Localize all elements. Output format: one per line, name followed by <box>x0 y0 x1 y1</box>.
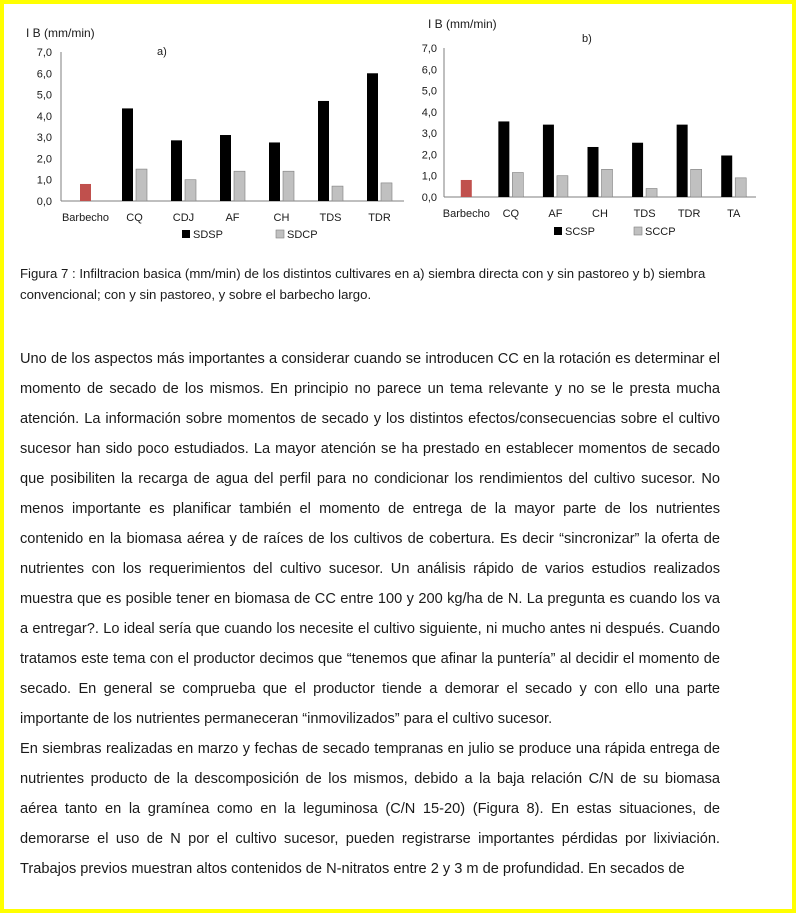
bar <box>185 180 196 201</box>
y-tick-label: 1,0 <box>36 174 52 187</box>
y-tick-label: 4,0 <box>421 106 437 119</box>
figure-caption: Figura 7 : Infiltracion basica (mm/min) de los distintos cultivares en a) siembra directa con y sin pastoreo y b) siembra convencional; con y sin pastoreo, y sobre el barbecho largo. <box>20 266 706 302</box>
bar <box>512 173 523 197</box>
bar <box>691 169 702 197</box>
panel-label: b) <box>582 33 592 45</box>
y-tick-label: 2,0 <box>36 153 52 166</box>
bar <box>318 101 329 201</box>
x-tick-label: AF <box>548 208 563 220</box>
x-tick-label: TDR <box>368 212 391 224</box>
x-tick-label: CQ <box>126 212 143 224</box>
y-tick-label: 3,0 <box>36 132 52 145</box>
legend-label: SDSP <box>193 229 223 241</box>
bar <box>557 176 568 197</box>
bar <box>588 147 599 197</box>
bar <box>234 171 245 201</box>
bar <box>543 125 554 197</box>
bar <box>498 121 509 197</box>
x-tick-label: CQ <box>502 208 520 220</box>
bar <box>677 125 688 197</box>
legend-swatch <box>554 227 562 235</box>
x-tick-label: CH <box>592 208 608 220</box>
x-tick-label: CDJ <box>172 212 195 224</box>
x-tick-label: TDS <box>633 208 656 220</box>
panel-label: a) <box>157 46 167 58</box>
x-tick-label: TDR <box>677 208 701 220</box>
x-tick-label: TA <box>727 208 741 220</box>
bar <box>136 169 147 201</box>
bar <box>461 180 472 197</box>
legend-swatch <box>634 227 642 235</box>
legend-label: SCCP <box>645 226 676 238</box>
bar <box>721 155 732 197</box>
bar <box>269 142 280 201</box>
y-tick-label: 5,0 <box>36 89 52 102</box>
y-tick-label: 1,0 <box>421 170 437 183</box>
y-tick-label: 5,0 <box>421 85 437 98</box>
y-tick-label: 2,0 <box>421 149 437 162</box>
y-tick-label: 0,0 <box>421 192 437 204</box>
bar <box>367 73 378 201</box>
paragraph: Uno de los aspectos más importantes a considerar cuando se introducen CC en la rotación es determinar el momento de secado de los mismos. En principio no parece un tema relevante y no se le presta mucha atención. La información sobre momentos de secado y los distintos efectos/consecuencias sobre el cultivo sucesor han sido poco estudiados. La mayor atención se ha prestado en establecer momentos de secado que posibiliten la recarga de agua del perfil para no condicionar los rendimientos del cultivo sucesor. No menos importante es planificar también el momento de entrega de la mayor parte de los nutrientes contenido en la biomasa aérea y de raíces de los cultivos de cobertura. Es decir “sincronizar” la oferta de nutrientes con los requerimientos del cultivo sucesor. Un análisis rápido de varios estudios realizados muestra que es posible tener en biomasa de CC entre 100 y 200 kg/ha de N. La pregunta es cuando los va a entregar?. Lo ideal sería que cuando los necesite el cultivo siguiente, ni mucho antes ni después. Cuando tratamos este tema con el productor decimos que “tenemos que afinar la puntería” al decidir el momento de secado. En general se comprueba que el productor tiende a demorar el secado y con ello una parte importante de los nutrientes permaneceran “inmovilizados” para el cultivo sucesor. <box>20 351 720 727</box>
y-tick-label: 6,0 <box>36 68 52 81</box>
x-tick-label: AF <box>225 212 240 224</box>
x-tick-label: Barbecho <box>61 212 110 224</box>
bar <box>332 186 343 201</box>
chart-a <box>4 4 414 249</box>
y-axis-label: I B (mm/min) <box>428 17 497 31</box>
document-page <box>4 4 792 909</box>
paragraph: En siembras realizadas en marzo y fechas de secado tempranas en julio se produce una rápida entrega de nutrientes producto de la descomposición de los mismos, debido a la baja relación C/N de su biomasa aérea tanto en la gramínea como en la leguminosa (C/N 15-20) (Figura 8). En estas situaciones, de demorarse el uso de N por el cultivo sucesor, pueden registrarse importantes pérdidas por lixiviación. Trabajos previos muestran altos contenidos de N-nitratos entre 2 y 3 m de profundidad. En secados de <box>20 741 720 877</box>
bar <box>602 169 613 197</box>
bar <box>171 140 182 201</box>
y-tick-label: 6,0 <box>421 64 437 77</box>
legend-label: SDCP <box>287 229 318 241</box>
legend-swatch <box>276 230 284 238</box>
chart-b <box>412 4 792 249</box>
bar <box>122 108 133 201</box>
legend-label: SCSP <box>565 226 595 238</box>
bar <box>381 183 392 201</box>
bar <box>80 184 91 201</box>
bar <box>646 188 657 197</box>
x-tick-label: Barbecho <box>442 208 490 220</box>
bar <box>220 135 231 201</box>
bar <box>632 143 643 197</box>
y-tick-label: 3,0 <box>421 128 437 141</box>
y-tick-label: 7,0 <box>36 47 52 59</box>
bar <box>283 171 294 201</box>
y-tick-label: 4,0 <box>36 110 52 123</box>
legend-swatch <box>182 230 190 238</box>
y-tick-label: 7,0 <box>421 43 437 55</box>
x-tick-label: TDS <box>319 212 342 224</box>
y-tick-label: 0,0 <box>36 196 52 208</box>
y-axis-label: I B (mm/min) <box>26 26 95 40</box>
body-text <box>20 344 720 884</box>
x-tick-label: CH <box>273 212 290 224</box>
bar <box>735 178 746 197</box>
